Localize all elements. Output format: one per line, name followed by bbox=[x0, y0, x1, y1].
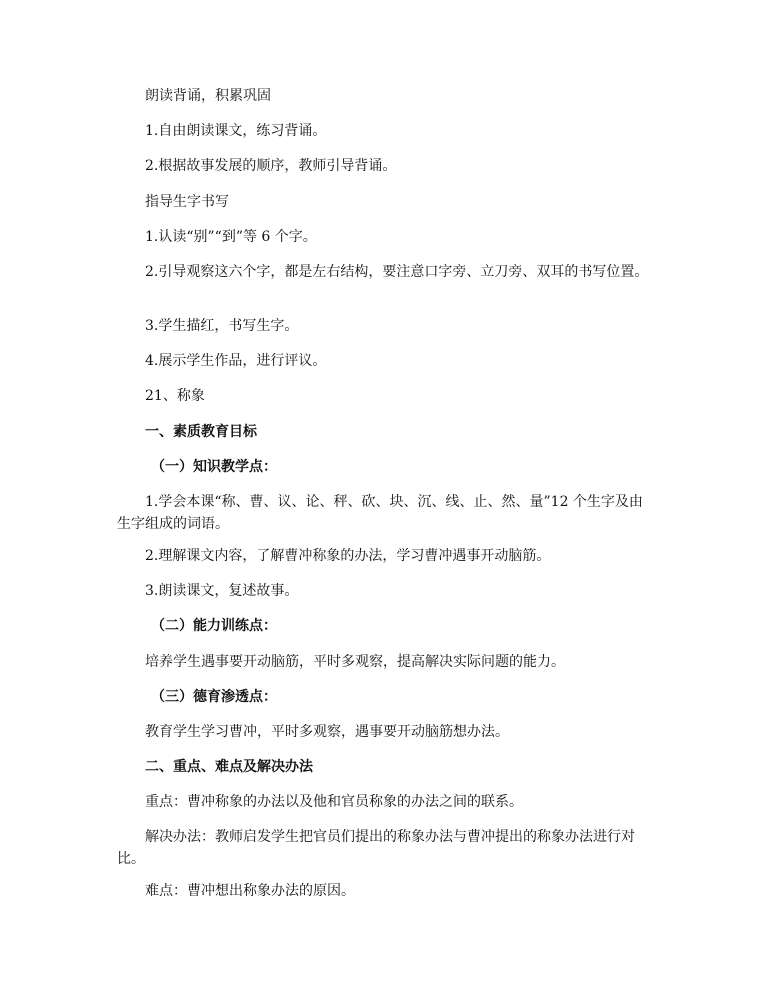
paragraph: 1.认读“别”“到”等 6 个字。 bbox=[145, 229, 317, 245]
paragraph: 培养学生遇事要开动脑筋，平时多观察，提高解决实际问题的能力。 bbox=[145, 654, 565, 670]
subsection-heading: （三）德育渗透点： bbox=[151, 689, 277, 705]
paragraph: 3.朗读课文，复述故事。 bbox=[145, 583, 299, 599]
paragraph: 朗读背诵，积累巩固 bbox=[145, 88, 271, 104]
paragraph: 4.展示学生作品，进行评议。 bbox=[145, 353, 327, 369]
section-heading: 一、素质教育目标 bbox=[145, 424, 257, 440]
paragraph: 1.学会本课“称、曹、议、论、秤、砍、块、沉、线、止、然、量”12 个生字及由生字组成的词语。 bbox=[117, 494, 643, 532]
paragraph: 2.理解课文内容，了解曹冲称象的办法，学习曹冲遇事开动脑筋。 bbox=[145, 548, 551, 564]
paragraph: 教育学生学习曹冲，平时多观察，遇事要开动脑筋想办法。 bbox=[145, 724, 509, 740]
paragraph: 重点：曹冲称象的办法以及他和官员称象的办法之间的联系。 bbox=[145, 794, 523, 810]
subsection-heading: （二）能力训练点： bbox=[151, 618, 277, 634]
section-heading: 二、重点、难点及解决办法 bbox=[145, 759, 313, 775]
paragraph: 指导生字书写 bbox=[145, 194, 229, 210]
paragraph: 难点：曹冲想出称象办法的原因。 bbox=[145, 883, 355, 899]
paragraph: 1.自由朗读课文，练习背诵。 bbox=[145, 123, 327, 139]
paragraph: 解决办法：教师启发学生把官员们提出的称象办法与曹冲提出的称象办法进行对比。 bbox=[117, 829, 635, 867]
paragraph: 3.学生描红，书写生字。 bbox=[145, 318, 299, 334]
paragraph: 2.根据故事发展的顺序，教师引导背诵。 bbox=[145, 158, 397, 174]
paragraph: 2.引导观察这六个字，都是左右结构，要注意口字旁、立刀旁、双耳的书写位置。 bbox=[145, 264, 649, 280]
section-heading: 21、称象 bbox=[145, 388, 205, 404]
subsection-heading: （一）知识教学点： bbox=[151, 459, 277, 475]
